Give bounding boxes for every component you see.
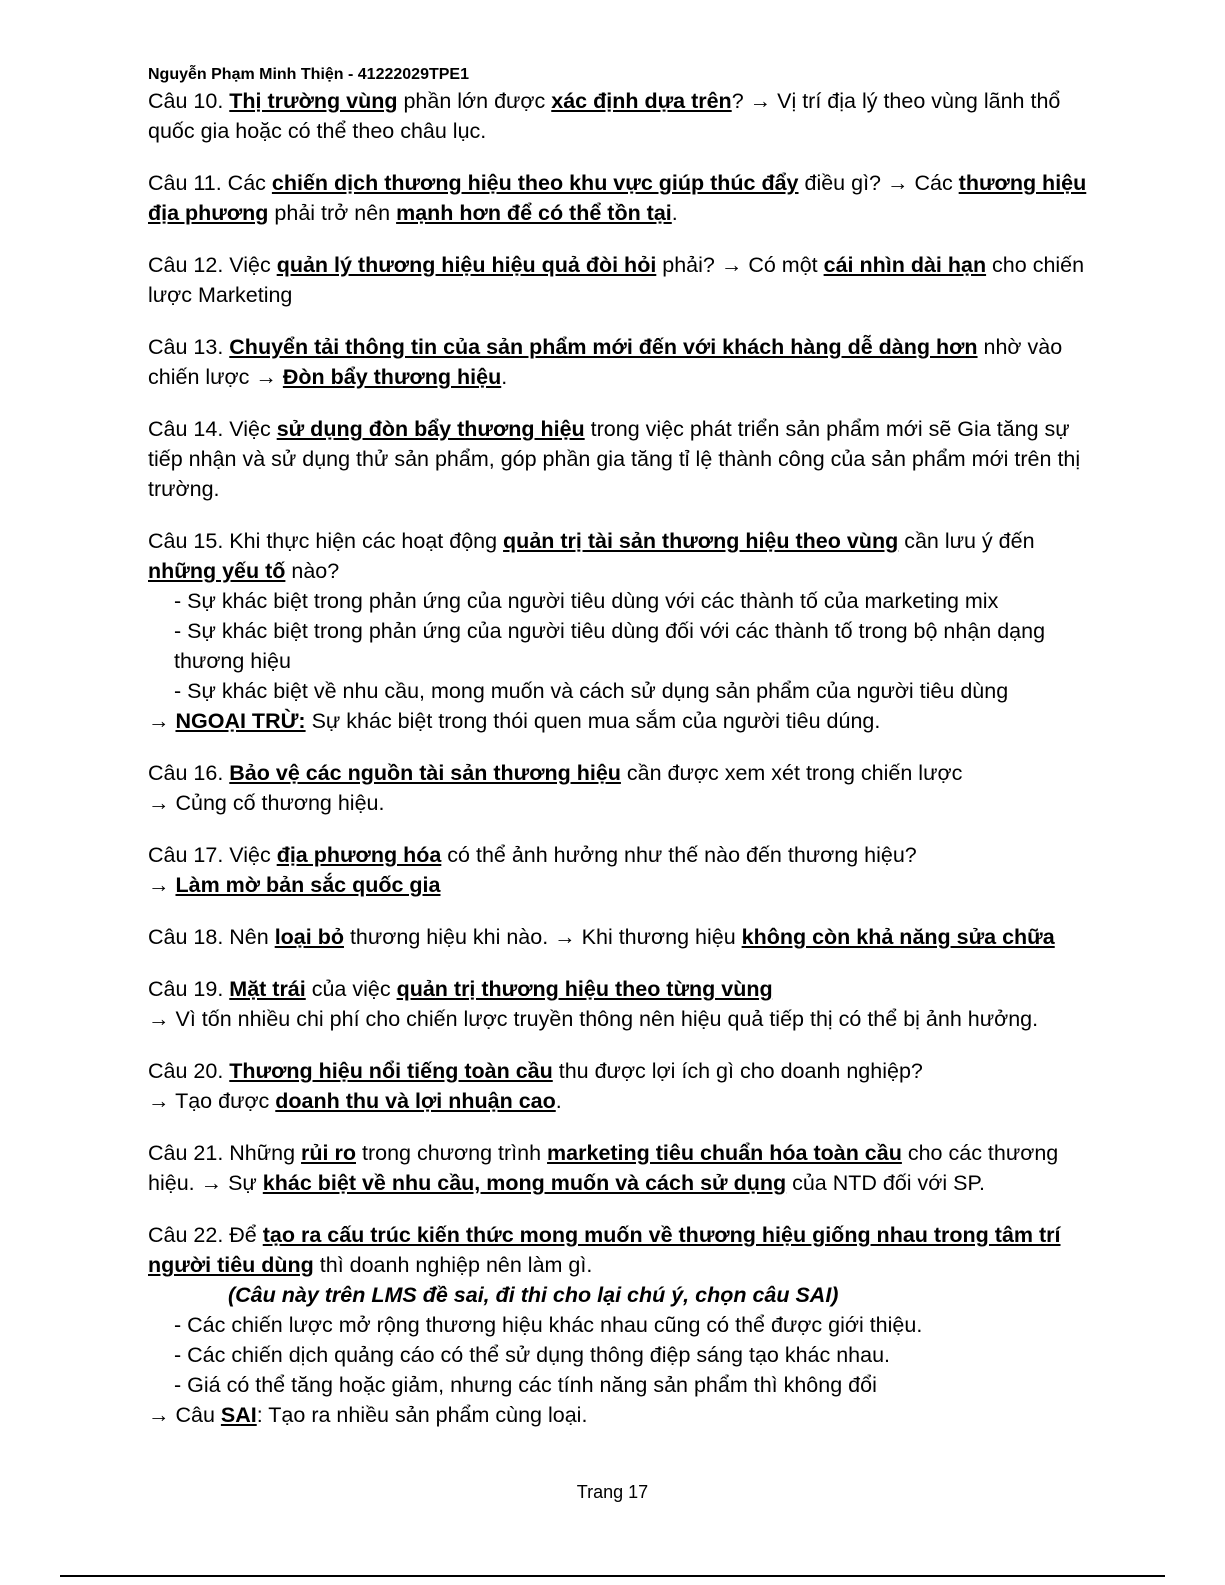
- question-15: Câu 15. Khi thực hiện các hoạt động quản trị tài sản thương hiệu theo vùng cần lưu ý đến những yếu tố nào? - Sự khác biệt trong phản ứng của người tiêu dùng với các thành tố của marketing mix - Sự khác biệt trong phản ứng của người tiêu dùng đối với các thành tố trong bộ nhận dạng thương hiệu - Sự khác biệt về nhu cầu, mong muốn và cách sử dụng sản phẩm của người tiêu dùng → NGOẠI TRỪ: Sự khác biệt trong thói quen mua sắm của người tiêu dúng.: [148, 526, 1108, 736]
- arrow-icon: →: [148, 791, 170, 815]
- question-10: Câu 10. Thị trường vùng phần lớn được xác định dựa trên? → Vị trí địa lý theo vùng lãnh thổ quốc gia hoặc có thể theo châu lục.: [148, 89, 1061, 143]
- arrow-icon: →: [148, 873, 170, 897]
- question-14: Câu 14. Việc sử dụng đòn bẩy thương hiệu trong việc phát triển sản phẩm mới sẽ Gia tăng sự tiếp nhận và sử dụng thử sản phẩm, góp phần gia tăng tỉ lệ thành công của sản phẩm mới trên thị trường.: [148, 417, 1081, 501]
- question-12: Câu 12. Việc quản lý thương hiệu hiệu quả đòi hỏi phải? → Có một cái nhìn dài hạn cho chiến lược Marketing: [148, 253, 1085, 307]
- arrow-icon: →: [148, 1089, 170, 1113]
- list-item: - Sự khác biệt trong phản ứng của người tiêu dùng đối với các thành tố trong bộ nhận dạng thương hiệu: [174, 619, 1046, 673]
- arrow-icon: →: [749, 89, 772, 113]
- list-item: - Sự khác biệt về nhu cầu, mong muốn và cách sử dụng sản phẩm của người tiêu dùng: [174, 679, 1009, 703]
- arrow-icon: →: [886, 171, 909, 195]
- question-20: Câu 20. Thương hiệu nổi tiếng toàn cầu thu được lợi ích gì cho doanh nghiệp? → Tạo được doanh thu và lợi nhuận cao.: [148, 1059, 923, 1113]
- list-item: - Các chiến dịch quảng cáo có thể sử dụng thông điệp sáng tạo khác nhau.: [174, 1343, 891, 1367]
- question-13: Câu 13. Chuyển tải thông tin của sản phẩm mới đến với khách hàng dễ dàng hơn nhờ vào chiến lược → Đòn bẩy thương hiệu.: [148, 335, 1063, 389]
- arrow-icon: →: [148, 1403, 170, 1427]
- question-18: Câu 18. Nên loại bỏ thương hiệu khi nào. → Khi thương hiệu không còn khả năng sửa chữa: [148, 925, 1055, 949]
- question-list: [148, 86, 1108, 1430]
- arrow-icon: →: [554, 925, 576, 949]
- arrow-icon: →: [148, 709, 170, 733]
- list-item: - Sự khác biệt trong phản ứng của người tiêu dùng với các thành tố của marketing mix: [174, 589, 999, 613]
- arrow-icon: →: [720, 253, 743, 277]
- page-number: Trang 17: [576, 1482, 649, 1502]
- arrow-icon: →: [200, 1171, 223, 1195]
- question-17: Câu 17. Việc địa phương hóa có thể ảnh hưởng như thế nào đến thương hiệu? → Làm mờ bản sắc quốc gia: [148, 843, 917, 897]
- question-22: Câu 22. Để tạo ra cấu trúc kiến thức mong muốn về thương hiệu giống nhau trong tâm trí người tiêu dùng thì doanh nghiệp nên làm gì. (Câu này trên LMS đề sai, đi thi cho lại chú ý, chọn câu SAI) - Các chiến lược mở rộng thương hiệu khác nhau cũng có thể được giới thiệu. - Các chiến dịch quảng cáo có thể sử dụng thông điệp sáng tạo khác nhau. - Giá có thể tăng hoặc giảm, nhưng các tính năng sản phẩm thì không đổi → Câu SAI: Tạo ra nhiều sản phẩm cùng loại.: [148, 1220, 1108, 1430]
- list-item: - Giá có thể tăng hoặc giảm, nhưng các tính năng sản phẩm thì không đổi: [174, 1373, 877, 1397]
- list-item: - Các chiến lược mở rộng thương hiệu khác nhau cũng có thể được giới thiệu.: [174, 1313, 923, 1337]
- arrow-icon: →: [148, 1007, 170, 1031]
- page-bottom-divider: [60, 1575, 1165, 1577]
- question-21: Câu 21. Những rủi ro trong chương trình marketing tiêu chuẩn hóa toàn cầu cho các thương hiệu. → Sự khác biệt về nhu cầu, mong muốn và cách sử dụng của NTD đối với SP.: [148, 1141, 1059, 1195]
- question-19: Câu 19. Mặt trái của việc quản trị thương hiệu theo từng vùng → Vì tốn nhiều chi phí cho chiến lược truyền thông nên hiệu quả tiếp thị có thể bị ảnh hưởng.: [148, 977, 1039, 1031]
- question-16: Câu 16. Bảo vệ các nguồn tài sản thương hiệu cần được xem xét trong chiến lược → Củng cố thương hiệu.: [148, 761, 963, 815]
- question-11: Câu 11. Các chiến dịch thương hiệu theo khu vực giúp thúc đẩy điều gì? → Các thương hiệu địa phương phải trở nên mạnh hơn để có thể tồn tại.: [148, 171, 1087, 225]
- arrow-icon: →: [255, 365, 277, 389]
- exam-note: (Câu này trên LMS đề sai, đi thi cho lại chú ý, chọn câu SAI): [228, 1283, 839, 1307]
- author-header: Nguyễn Phạm Minh Thiện - 41222029TPE1: [148, 66, 469, 83]
